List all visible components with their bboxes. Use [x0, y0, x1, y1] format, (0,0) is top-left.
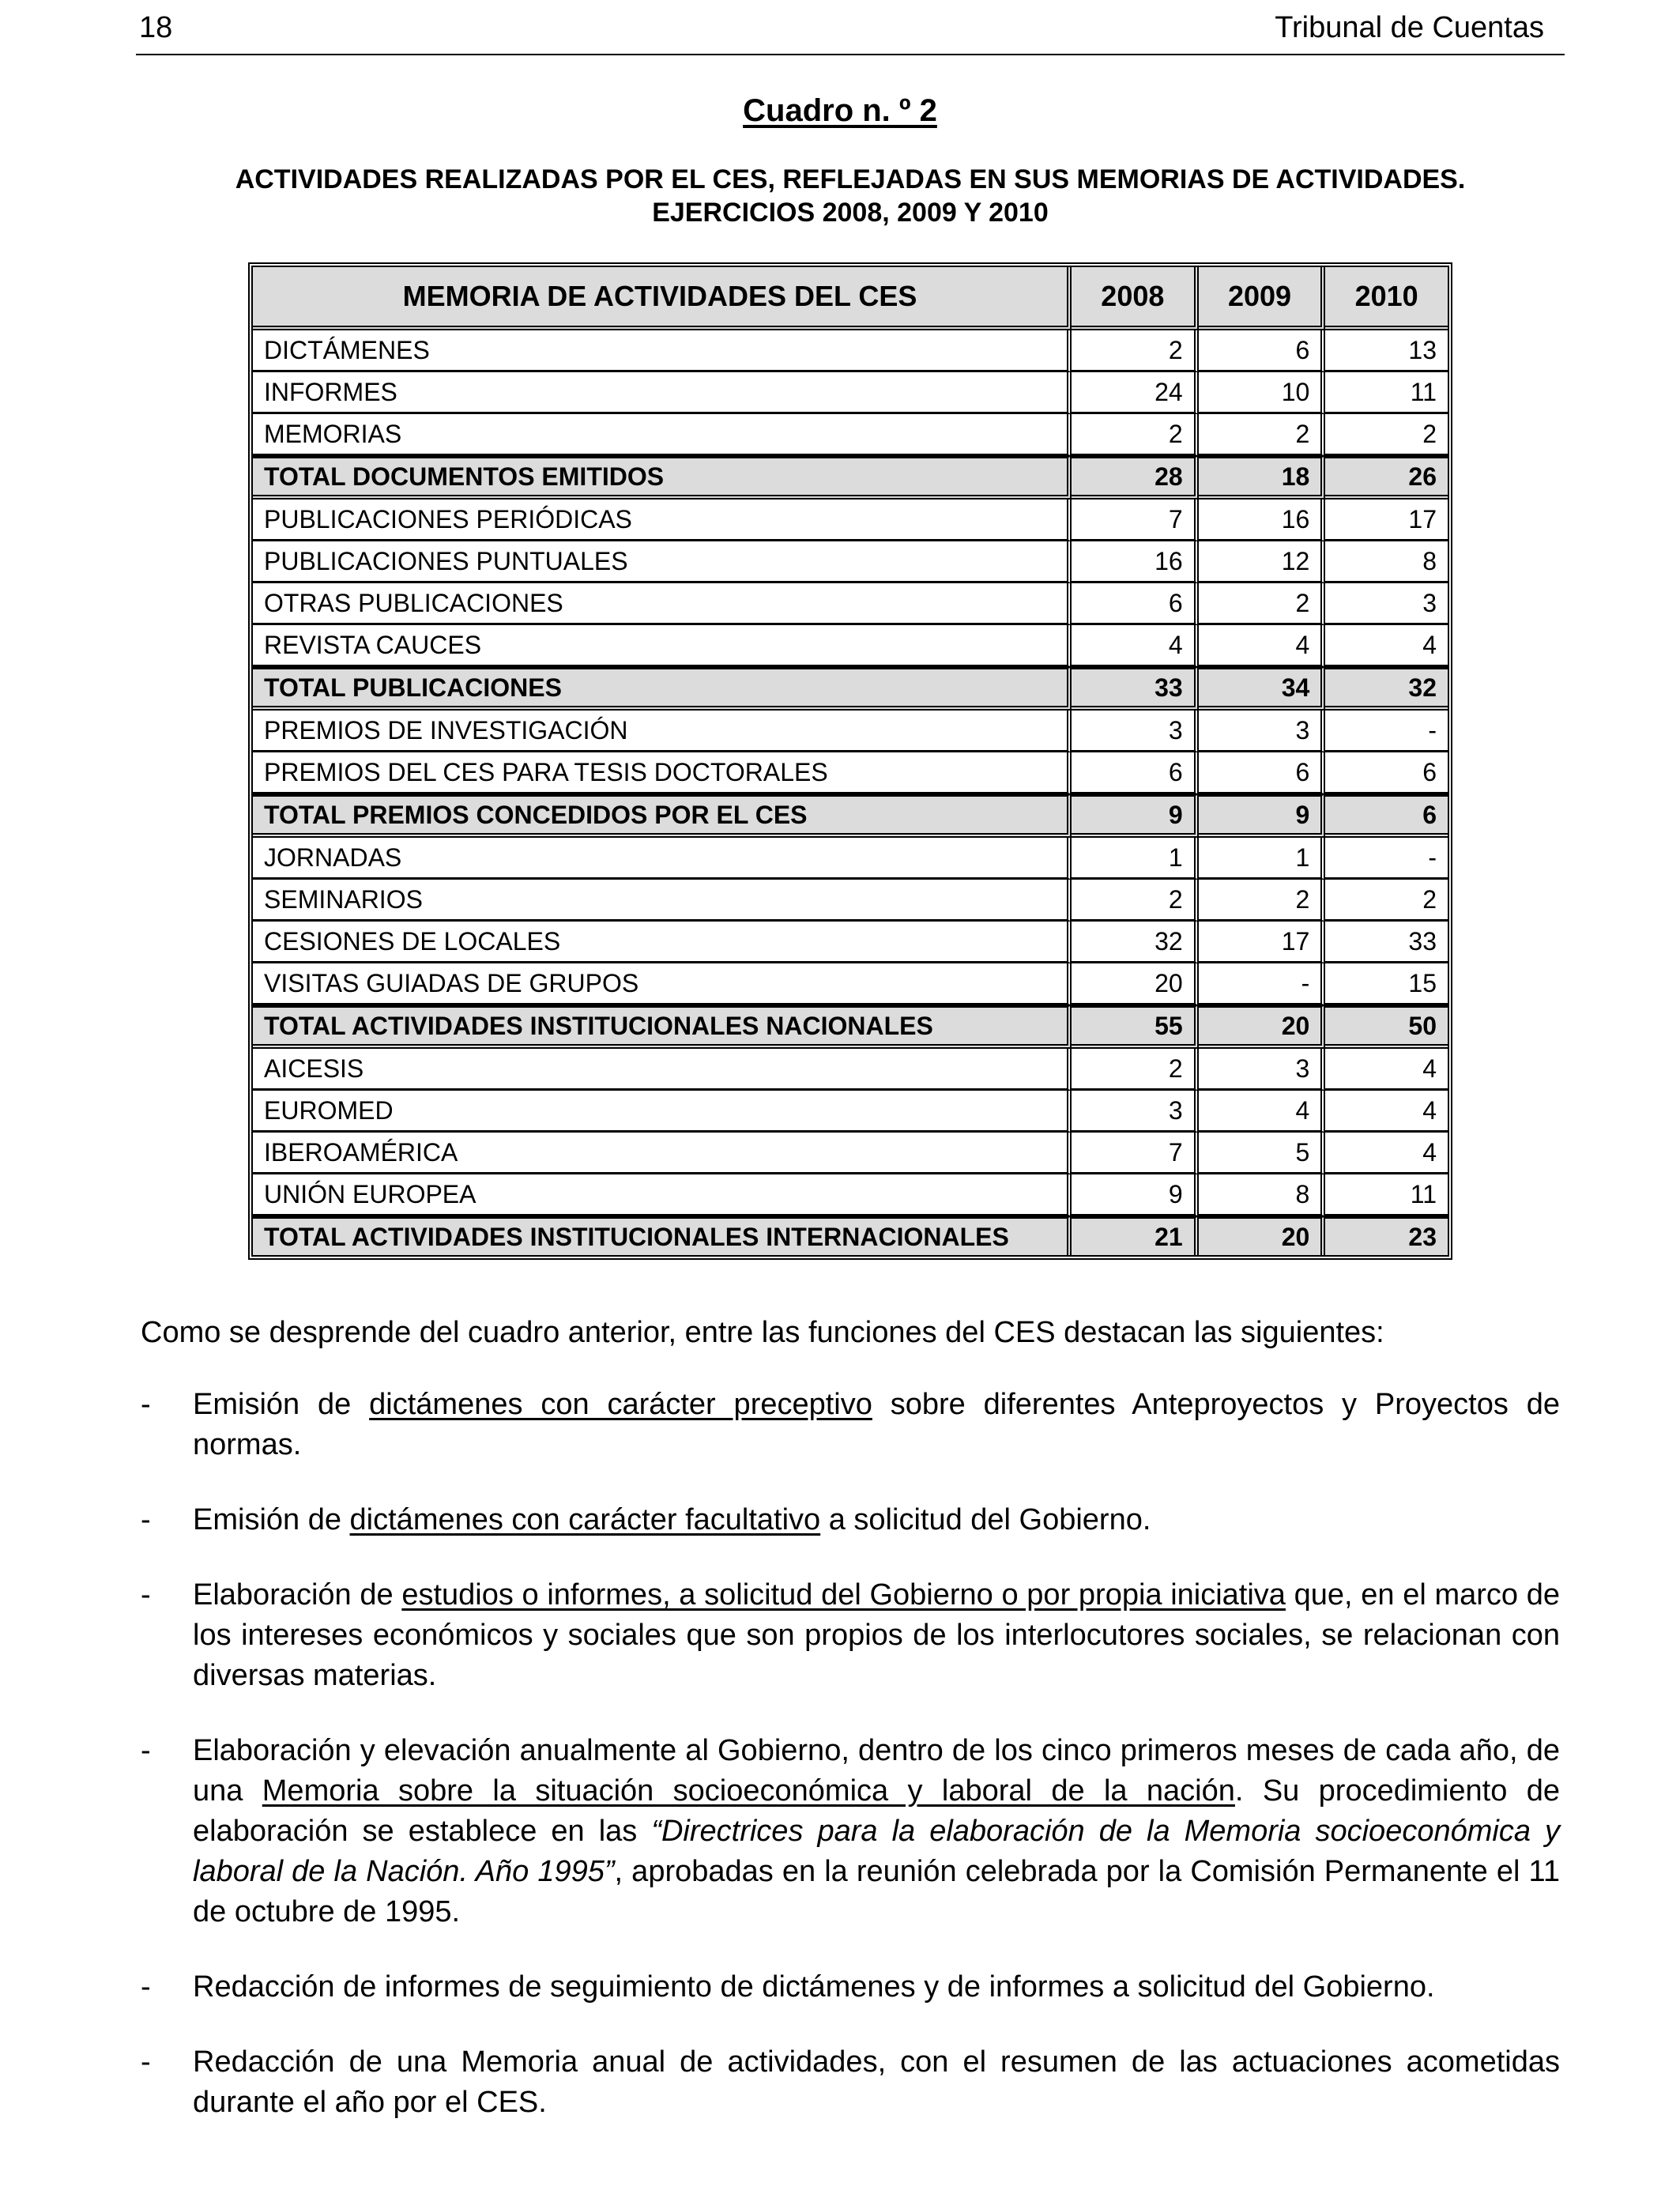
cell-2008: 28: [1072, 456, 1199, 499]
cell-2010: 33: [1325, 922, 1448, 963]
cell-2010: 50: [1325, 1005, 1448, 1049]
list-bullet: -: [141, 1503, 151, 1536]
list-item: [141, 1731, 1560, 1932]
cell-2010: 13: [1325, 330, 1448, 372]
cell-2009: 1: [1199, 838, 1326, 880]
cell-2009: 6: [1199, 330, 1326, 372]
cell-2010: 32: [1325, 667, 1448, 711]
header-concept: MEMORIA DE ACTIVIDADES DEL CES: [253, 267, 1072, 330]
cell-2009: 8: [1199, 1174, 1326, 1216]
table-row: [253, 838, 1448, 880]
cell-2010: 17: [1325, 499, 1448, 541]
table-total-row: [253, 456, 1448, 499]
cell-2009: 4: [1199, 625, 1326, 667]
cell-2009: 3: [1199, 711, 1326, 752]
table-title-line2: EJERCICIOS 2008, 2009 Y 2010: [652, 198, 1049, 228]
table-row: [253, 880, 1448, 922]
cell-2009: 2: [1199, 583, 1326, 625]
row-label: AICESIS: [253, 1049, 1072, 1091]
cell-2009: 6: [1199, 752, 1326, 794]
row-label: MEMORIAS: [253, 414, 1072, 456]
cell-2008: 21: [1072, 1216, 1199, 1255]
table-total-row: [253, 667, 1448, 711]
table-total-row: [253, 1216, 1448, 1255]
cell-2008: 2: [1072, 1049, 1199, 1091]
cell-2008: 16: [1072, 541, 1199, 583]
cell-2010: 23: [1325, 1216, 1448, 1255]
cell-2010: 4: [1325, 1049, 1448, 1091]
table-row: [253, 625, 1448, 667]
cell-2010: -: [1325, 838, 1448, 880]
cell-2009: 3: [1199, 1049, 1326, 1091]
cell-2008: 1: [1072, 838, 1199, 880]
function-list: [141, 1385, 1560, 2158]
cell-2008: 2: [1072, 414, 1199, 456]
italic-citation: “Directrices para la elaboración de la Memoria socioeconómica y laboral de la Nación. Año 1995”: [193, 1815, 1560, 1888]
cell-2010: 8: [1325, 541, 1448, 583]
cell-2009: 17: [1199, 922, 1326, 963]
row-label: EUROMED: [253, 1091, 1072, 1133]
cell-2009: 5: [1199, 1133, 1326, 1174]
table-total-row: [253, 1005, 1448, 1049]
table-row: [253, 963, 1448, 1005]
list-item: [141, 2042, 1560, 2123]
row-label: TOTAL ACTIVIDADES INSTITUCIONALES NACIONALES: [253, 1005, 1072, 1049]
underlined-text: dictámenes con carácter facultativo: [349, 1503, 821, 1536]
intro-paragraph: Como se desprende del cuadro anterior, entre las funciones del CES destacan las siguientes:: [141, 1316, 1384, 1349]
cell-2009: 18: [1199, 456, 1326, 499]
cell-2009: 9: [1199, 794, 1326, 838]
cell-2009: 2: [1199, 414, 1326, 456]
table-caption-label: Cuadro n. º 2: [743, 93, 937, 128]
cell-2010: 2: [1325, 880, 1448, 922]
item-text: . Su procedimiento de elaboración se establece en las: [193, 1774, 1560, 1848]
cell-2009: -: [1199, 963, 1326, 1005]
cell-2009: 2: [1199, 880, 1326, 922]
item-text: Redacción de una Memoria anual de actividades, con el resumen de las actuaciones acometidas durante el año por el CES.: [193, 2045, 1560, 2119]
cell-2008: 6: [1072, 752, 1199, 794]
cell-2008: 32: [1072, 922, 1199, 963]
underlined-text: Memoria sobre la situación socioeconómica y laboral de la nación: [262, 1774, 1235, 1808]
cell-2010: 6: [1325, 794, 1448, 838]
cell-2008: 20: [1072, 963, 1199, 1005]
cell-2010: 11: [1325, 372, 1448, 414]
table-row: [253, 541, 1448, 583]
row-label: JORNADAS: [253, 838, 1072, 880]
cell-2010: 3: [1325, 583, 1448, 625]
list-item: [141, 1967, 1560, 2007]
item-text: Redacción de informes de seguimiento de dictámenes y de informes a solicitud del Gobierno.: [193, 1970, 1435, 2004]
row-label: TOTAL DOCUMENTOS EMITIDOS: [253, 456, 1072, 499]
cell-2009: 20: [1199, 1005, 1326, 1049]
underlined-text: estudios o informes, a solicitud del Gobierno o por propia iniciativa: [401, 1578, 1286, 1612]
row-label: DICTÁMENES: [253, 330, 1072, 372]
row-label: IBEROAMÉRICA: [253, 1133, 1072, 1174]
row-label: UNIÓN EUROPEA: [253, 1174, 1072, 1216]
row-label: INFORMES: [253, 372, 1072, 414]
table-row: [253, 372, 1448, 414]
list-bullet: -: [141, 1388, 151, 1421]
item-text: Emisión de: [193, 1503, 350, 1536]
cell-2010: 4: [1325, 1133, 1448, 1174]
cell-2008: 4: [1072, 625, 1199, 667]
table-row: [253, 1091, 1448, 1133]
list-item: [141, 1575, 1560, 1696]
cell-2009: 16: [1199, 499, 1326, 541]
row-label: REVISTA CAUCES: [253, 625, 1072, 667]
cell-2010: 26: [1325, 456, 1448, 499]
item-text: , aprobadas en la reunión celebrada por la Comisión Permanente el 11 de octubre de 1995.: [193, 1855, 1560, 1928]
cell-2008: 3: [1072, 1091, 1199, 1133]
cell-2008: 2: [1072, 880, 1199, 922]
cell-2008: 24: [1072, 372, 1199, 414]
cell-2008: 9: [1072, 794, 1199, 838]
cell-2010: 11: [1325, 1174, 1448, 1216]
row-label: CESIONES DE LOCALES: [253, 922, 1072, 963]
list-bullet: -: [141, 2045, 151, 2079]
underlined-text: dictámenes con carácter preceptivo: [369, 1388, 872, 1421]
item-text: Elaboración de: [193, 1578, 402, 1612]
cell-2010: 2: [1325, 414, 1448, 456]
page-header: [136, 11, 1565, 55]
item-text: Emisión de: [193, 1388, 370, 1421]
list-item: [141, 1500, 1560, 1540]
cell-2009: 34: [1199, 667, 1326, 711]
cell-2009: 12: [1199, 541, 1326, 583]
row-label: SEMINARIOS: [253, 880, 1072, 922]
item-text: a solicitud del Gobierno.: [820, 1503, 1151, 1536]
row-label: VISITAS GUIADAS DE GRUPOS: [253, 963, 1072, 1005]
cell-2010: 4: [1325, 625, 1448, 667]
table-row: [253, 583, 1448, 625]
cell-2008: 55: [1072, 1005, 1199, 1049]
cell-2009: 4: [1199, 1091, 1326, 1133]
row-label: PUBLICACIONES PERIÓDICAS: [253, 499, 1072, 541]
cell-2010: 6: [1325, 752, 1448, 794]
cell-2010: -: [1325, 711, 1448, 752]
row-label: TOTAL PUBLICACIONES: [253, 667, 1072, 711]
row-label: PREMIOS DE INVESTIGACIÓN: [253, 711, 1072, 752]
cell-2008: 7: [1072, 1133, 1199, 1174]
header-2008: 2008: [1072, 267, 1199, 330]
organization-name: Tribunal de Cuentas: [1275, 11, 1544, 44]
table-row: [253, 922, 1448, 963]
row-label: OTRAS PUBLICACIONES: [253, 583, 1072, 625]
list-bullet: -: [141, 1970, 151, 2004]
table-header-row: [253, 267, 1448, 330]
cell-2010: 4: [1325, 1091, 1448, 1133]
table-row: [253, 499, 1448, 541]
table-row: [253, 711, 1448, 752]
cell-2008: 3: [1072, 711, 1199, 752]
item-text: sobre diferentes Anteproyectos y Proyectos de normas.: [193, 1388, 1560, 1461]
table-row: [253, 752, 1448, 794]
cell-2008: 6: [1072, 583, 1199, 625]
cell-2010: 15: [1325, 963, 1448, 1005]
header-2010: 2010: [1325, 267, 1448, 330]
row-label: PREMIOS DEL CES PARA TESIS DOCTORALES: [253, 752, 1072, 794]
row-label: PUBLICACIONES PUNTUALES: [253, 541, 1072, 583]
item-text: Elaboración y elevación anualmente al Gobierno, dentro de los cinco primeros meses de cada año, de una: [193, 1734, 1560, 1808]
row-label: TOTAL ACTIVIDADES INSTITUCIONALES INTERNACIONALES: [253, 1216, 1072, 1255]
list-item: [141, 1385, 1560, 1465]
cell-2008: 33: [1072, 667, 1199, 711]
cell-2008: 2: [1072, 330, 1199, 372]
item-text: que, en el marco de los intereses económicos y sociales que son propios de los interlocutores sociales, se relacionan con diversas materias.: [193, 1578, 1561, 1692]
list-bullet: -: [141, 1578, 151, 1612]
header-2009: 2009: [1199, 267, 1326, 330]
table-total-row: [253, 794, 1448, 838]
table-row: [253, 330, 1448, 372]
table-row: [253, 414, 1448, 456]
list-bullet: -: [141, 1734, 151, 1767]
cell-2009: 20: [1199, 1216, 1326, 1255]
cell-2008: 7: [1072, 499, 1199, 541]
cell-2009: 10: [1199, 372, 1326, 414]
activities-table: [248, 262, 1452, 1260]
cell-2008: 9: [1072, 1174, 1199, 1216]
table-row: [253, 1049, 1448, 1091]
table-row: [253, 1174, 1448, 1216]
table-title-line1: ACTIVIDADES REALIZADAS POR EL CES, REFLEJADAS EN SUS MEMORIAS DE ACTIVIDADES.: [235, 164, 1466, 194]
page-number: 18: [139, 11, 173, 44]
row-label: TOTAL PREMIOS CONCEDIDOS POR EL CES: [253, 794, 1072, 838]
table-row: [253, 1133, 1448, 1174]
